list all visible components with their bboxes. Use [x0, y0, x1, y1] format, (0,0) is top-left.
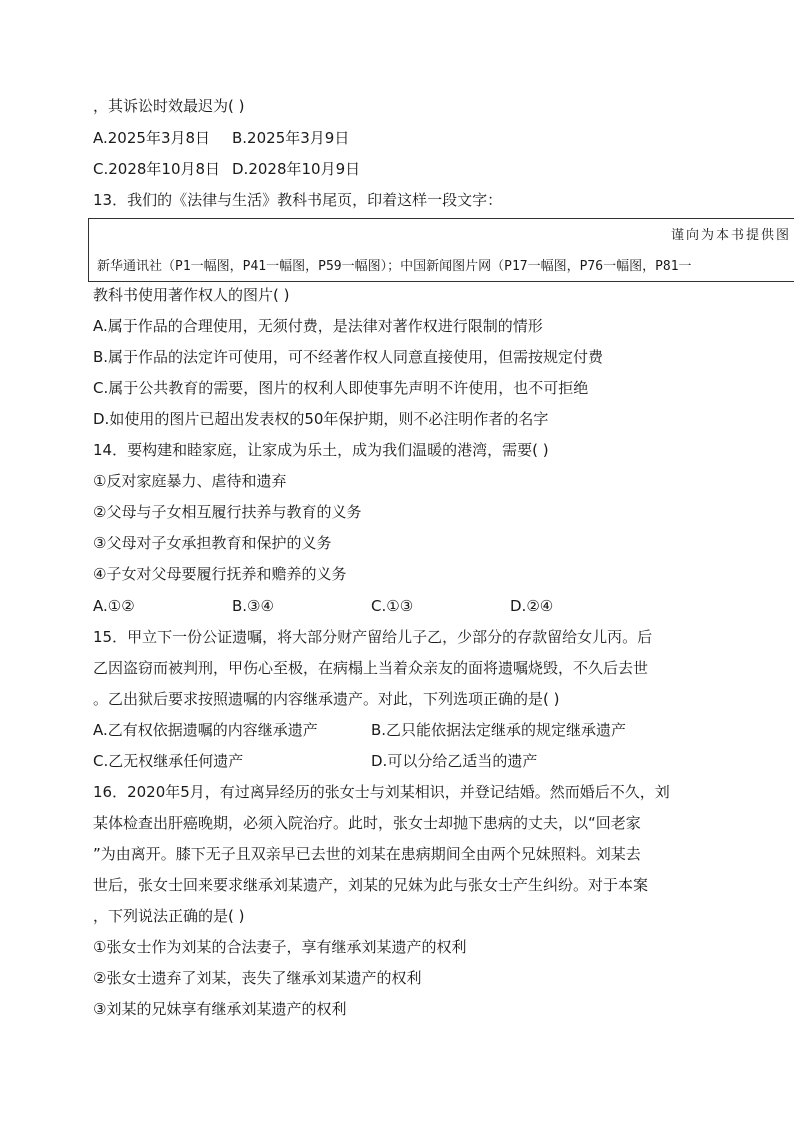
q12-tail: ，其诉讼时效最迟为( ): [93, 97, 245, 115]
q16-line-5: ，下列说法正确的是( ): [93, 907, 245, 925]
q16-line-4: 世后，张女士回来要求继承刘某遗产，刘某的兄妹为此与张女士产生纠纷。对于本案: [93, 876, 649, 894]
q13-stem-2: 教科书使用著作权人的图片( ): [93, 286, 290, 304]
q13-option-d: D.如使用的图片已超出发表权的50年保护期，则不必注明作者的名字: [93, 410, 549, 428]
q12-option-c: C.2028年10月8日: [93, 160, 221, 178]
q15-option-a: A.乙有权依据遗嘱的内容继承遗产: [93, 721, 318, 739]
q14-item-4: ④子女对父母要履行抚养和赡养的义务: [93, 565, 347, 583]
q14-option-a: A.①②: [93, 597, 135, 615]
q13-option-b: B.属于作品的法定许可使用，可不经著作权人同意直接使用，但需按规定付费: [93, 348, 604, 366]
q14-option-d: D.②④: [510, 597, 554, 615]
q15-option-b: B.乙只能依据法定继承的规定继承遗产: [371, 721, 627, 739]
q14-item-2: ②父母与子女相互履行扶养与教育的义务: [93, 503, 362, 521]
q12-option-b: B.2025年3月9日: [232, 129, 350, 147]
q13-option-a: A.属于作品的合理使用，无须付费，是法律对著作权进行限制的情形: [93, 317, 543, 335]
q16-line-3: ”为由离开。膝下无子且双亲早已去世的刘某在患病期间全由两个兄妹照料。刘某去: [93, 845, 641, 863]
q12-option-d: D.2028年10月9日: [232, 160, 361, 178]
q14-item-1: ①反对家庭暴力、虐待和遗弃: [93, 472, 287, 490]
q15-line-3: 。乙出狱后要求按照遗嘱的内容继承遗产。对此，下列选项正确的是( ): [93, 690, 560, 708]
q14-stem: 14．要构建和睦家庭，让家成为乐土，成为我们温暖的港湾，需要( ): [93, 441, 549, 459]
q15-option-d: D.可以分给乙适当的遗产: [371, 752, 538, 770]
q13-quote-line-1: 谨向为本书提供图: [670, 228, 791, 243]
q16-item-3: ③刘某的兄妹享有继承刘某遗产的权利: [93, 1000, 347, 1018]
q15-line-2: 乙因盗窃而被判刑，甲伤心至极，在病榻上当着众亲友的面将遗嘱烧毁，不久后去世: [93, 659, 649, 677]
q14-option-c: C.①③: [371, 597, 414, 615]
q14-item-3: ③父母对子女承担教育和保护的义务: [93, 534, 332, 552]
q13-stem: 13．我们的《法律与生活》教科书尾页，印着这样一段文字：: [93, 191, 503, 209]
q13-option-c: C.属于公共教育的需要，图片的权利人即使事先声明不许使用，也不可拒绝: [93, 379, 589, 397]
q12-option-a: A.2025年3月8日: [93, 129, 211, 147]
q16-item-2: ②张女士遗弃了刘某，丧失了继承刘某遗产的权利: [93, 969, 422, 987]
q14-option-b: B.③④: [232, 597, 274, 615]
q16-line-2: 某体检查出肝癌晚期，必须入院治疗。此时，张女士却抛下患病的丈夫，以“回老家: [93, 814, 641, 832]
q13-quote-line-2: 新华通讯社（P1一幅图，P41一幅图，P59一幅图）；中国新闻图片网（P17一幅图，P76一幅图，P81一: [97, 259, 692, 274]
q15-line-1: 15．甲立下一份公证遗嘱，将大部分财产留给儿子乙，少部分的存款留给女儿丙。后: [93, 628, 653, 646]
q16-item-1: ①张女士作为刘某的合法妻子，享有继承刘某遗产的权利: [93, 938, 467, 956]
q16-line-1: 16．2020年5月，有过离异经历的张女士与刘某相识，并登记结婚。然而婚后不久，刘: [93, 783, 670, 801]
q15-option-c: C.乙无权继承任何遗产: [93, 752, 244, 770]
q13-quote-box: [88, 218, 794, 282]
